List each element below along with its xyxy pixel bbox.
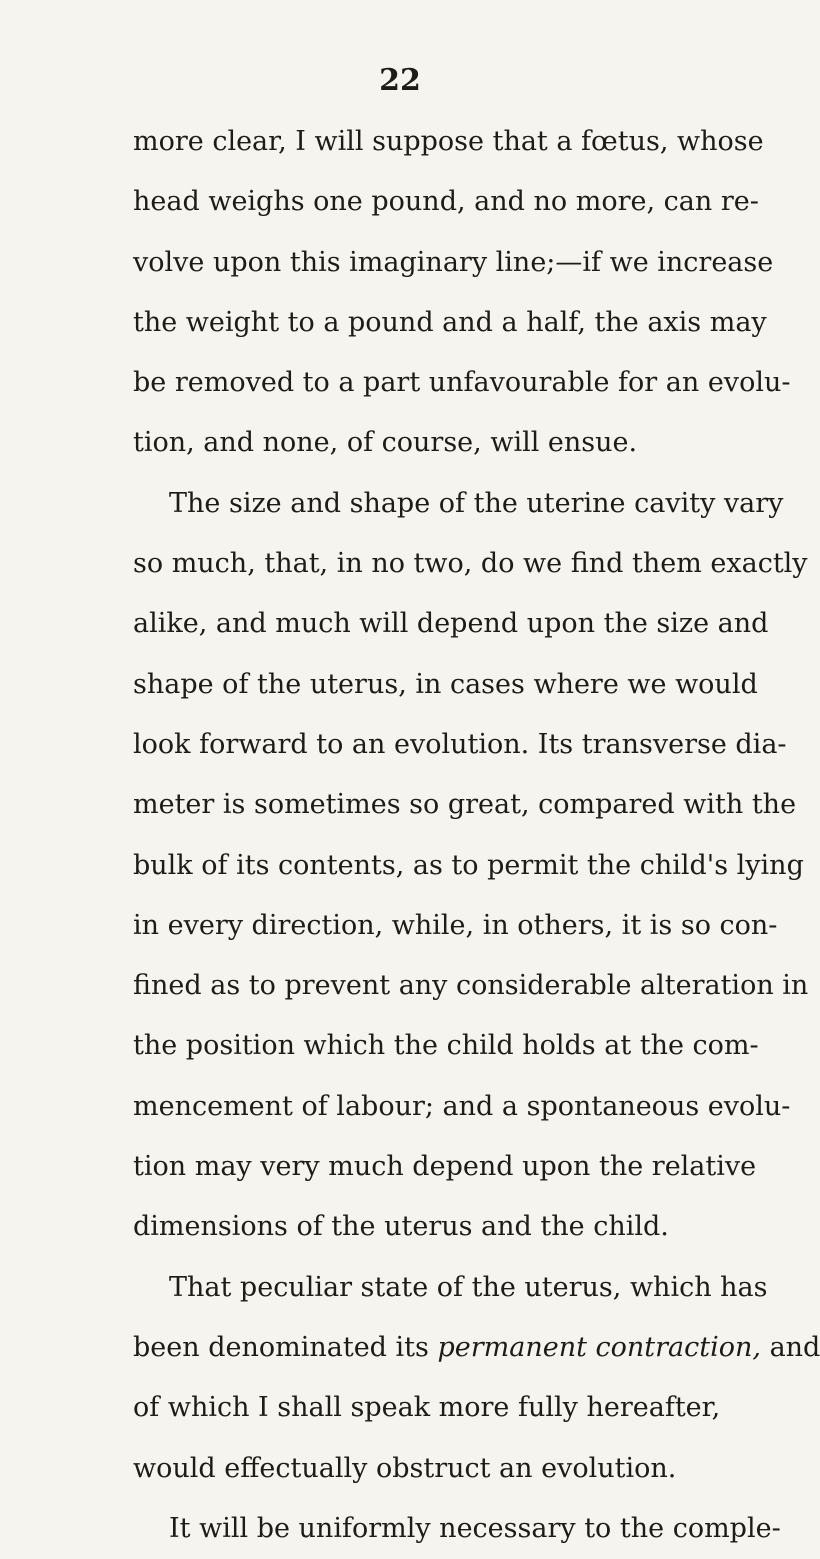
text-line: bulk of its contents, as to permit the child's lying xyxy=(133,849,804,881)
text-line: fined as to prevent any considerable alteration in xyxy=(133,970,809,1002)
text-line: be removed to a part unfavourable for an evolu- xyxy=(133,367,791,399)
text-line: shape of the uterus, in cases where we would xyxy=(133,668,758,700)
page-number: 22 xyxy=(379,63,421,98)
text-run: been denominated its xyxy=(133,1331,438,1363)
body-text xyxy=(133,112,820,1559)
text-line-with-italic xyxy=(133,1318,820,1378)
text-line: more clear, I will suppose that a fœtus, whose xyxy=(133,126,764,157)
paragraph-end-line: dimensions of the uterus and the child. xyxy=(133,1211,669,1243)
paragraph-end-line: would effectually obstruct an evolution. xyxy=(133,1452,677,1484)
text-line: look forward to an evolution. Its transverse dia- xyxy=(133,728,787,760)
text-line: alike, and much will depend upon the size and xyxy=(133,608,769,640)
paragraph-start-line: The size and shape of the uterine cavity vary xyxy=(169,487,784,519)
text-line: of which I shall speak more fully hereafter, xyxy=(133,1392,721,1424)
paragraph-start-line: It will be uniformly necessary to the comple- xyxy=(169,1512,781,1544)
text-line: the weight to a pound and a half, the axis may xyxy=(133,306,767,338)
text-line: so much, that, in no two, do we find them exactly xyxy=(133,548,808,580)
text-line: head weighs one pound, and no more, can re- xyxy=(133,186,759,218)
text-line: meter is sometimes so great, compared with the xyxy=(133,789,797,821)
text-line: in every direction, while, in others, it is so con- xyxy=(133,909,778,941)
text-line: mencement of labour; and a spontaneous evolu- xyxy=(133,1090,791,1122)
text-run: and xyxy=(760,1331,820,1363)
italic-phrase: permanent contraction, xyxy=(437,1331,761,1363)
text-line: the position which the child holds at the com- xyxy=(133,1030,759,1062)
paragraph-start-line: That peculiar state of the uterus, which has xyxy=(169,1271,768,1303)
paragraph-end-line: tion, and none, of course, will ensue. xyxy=(133,427,638,459)
text-line: tion may very much depend upon the relative xyxy=(133,1151,757,1183)
text-line: volve upon this imaginary line;—if we increase xyxy=(133,246,774,278)
